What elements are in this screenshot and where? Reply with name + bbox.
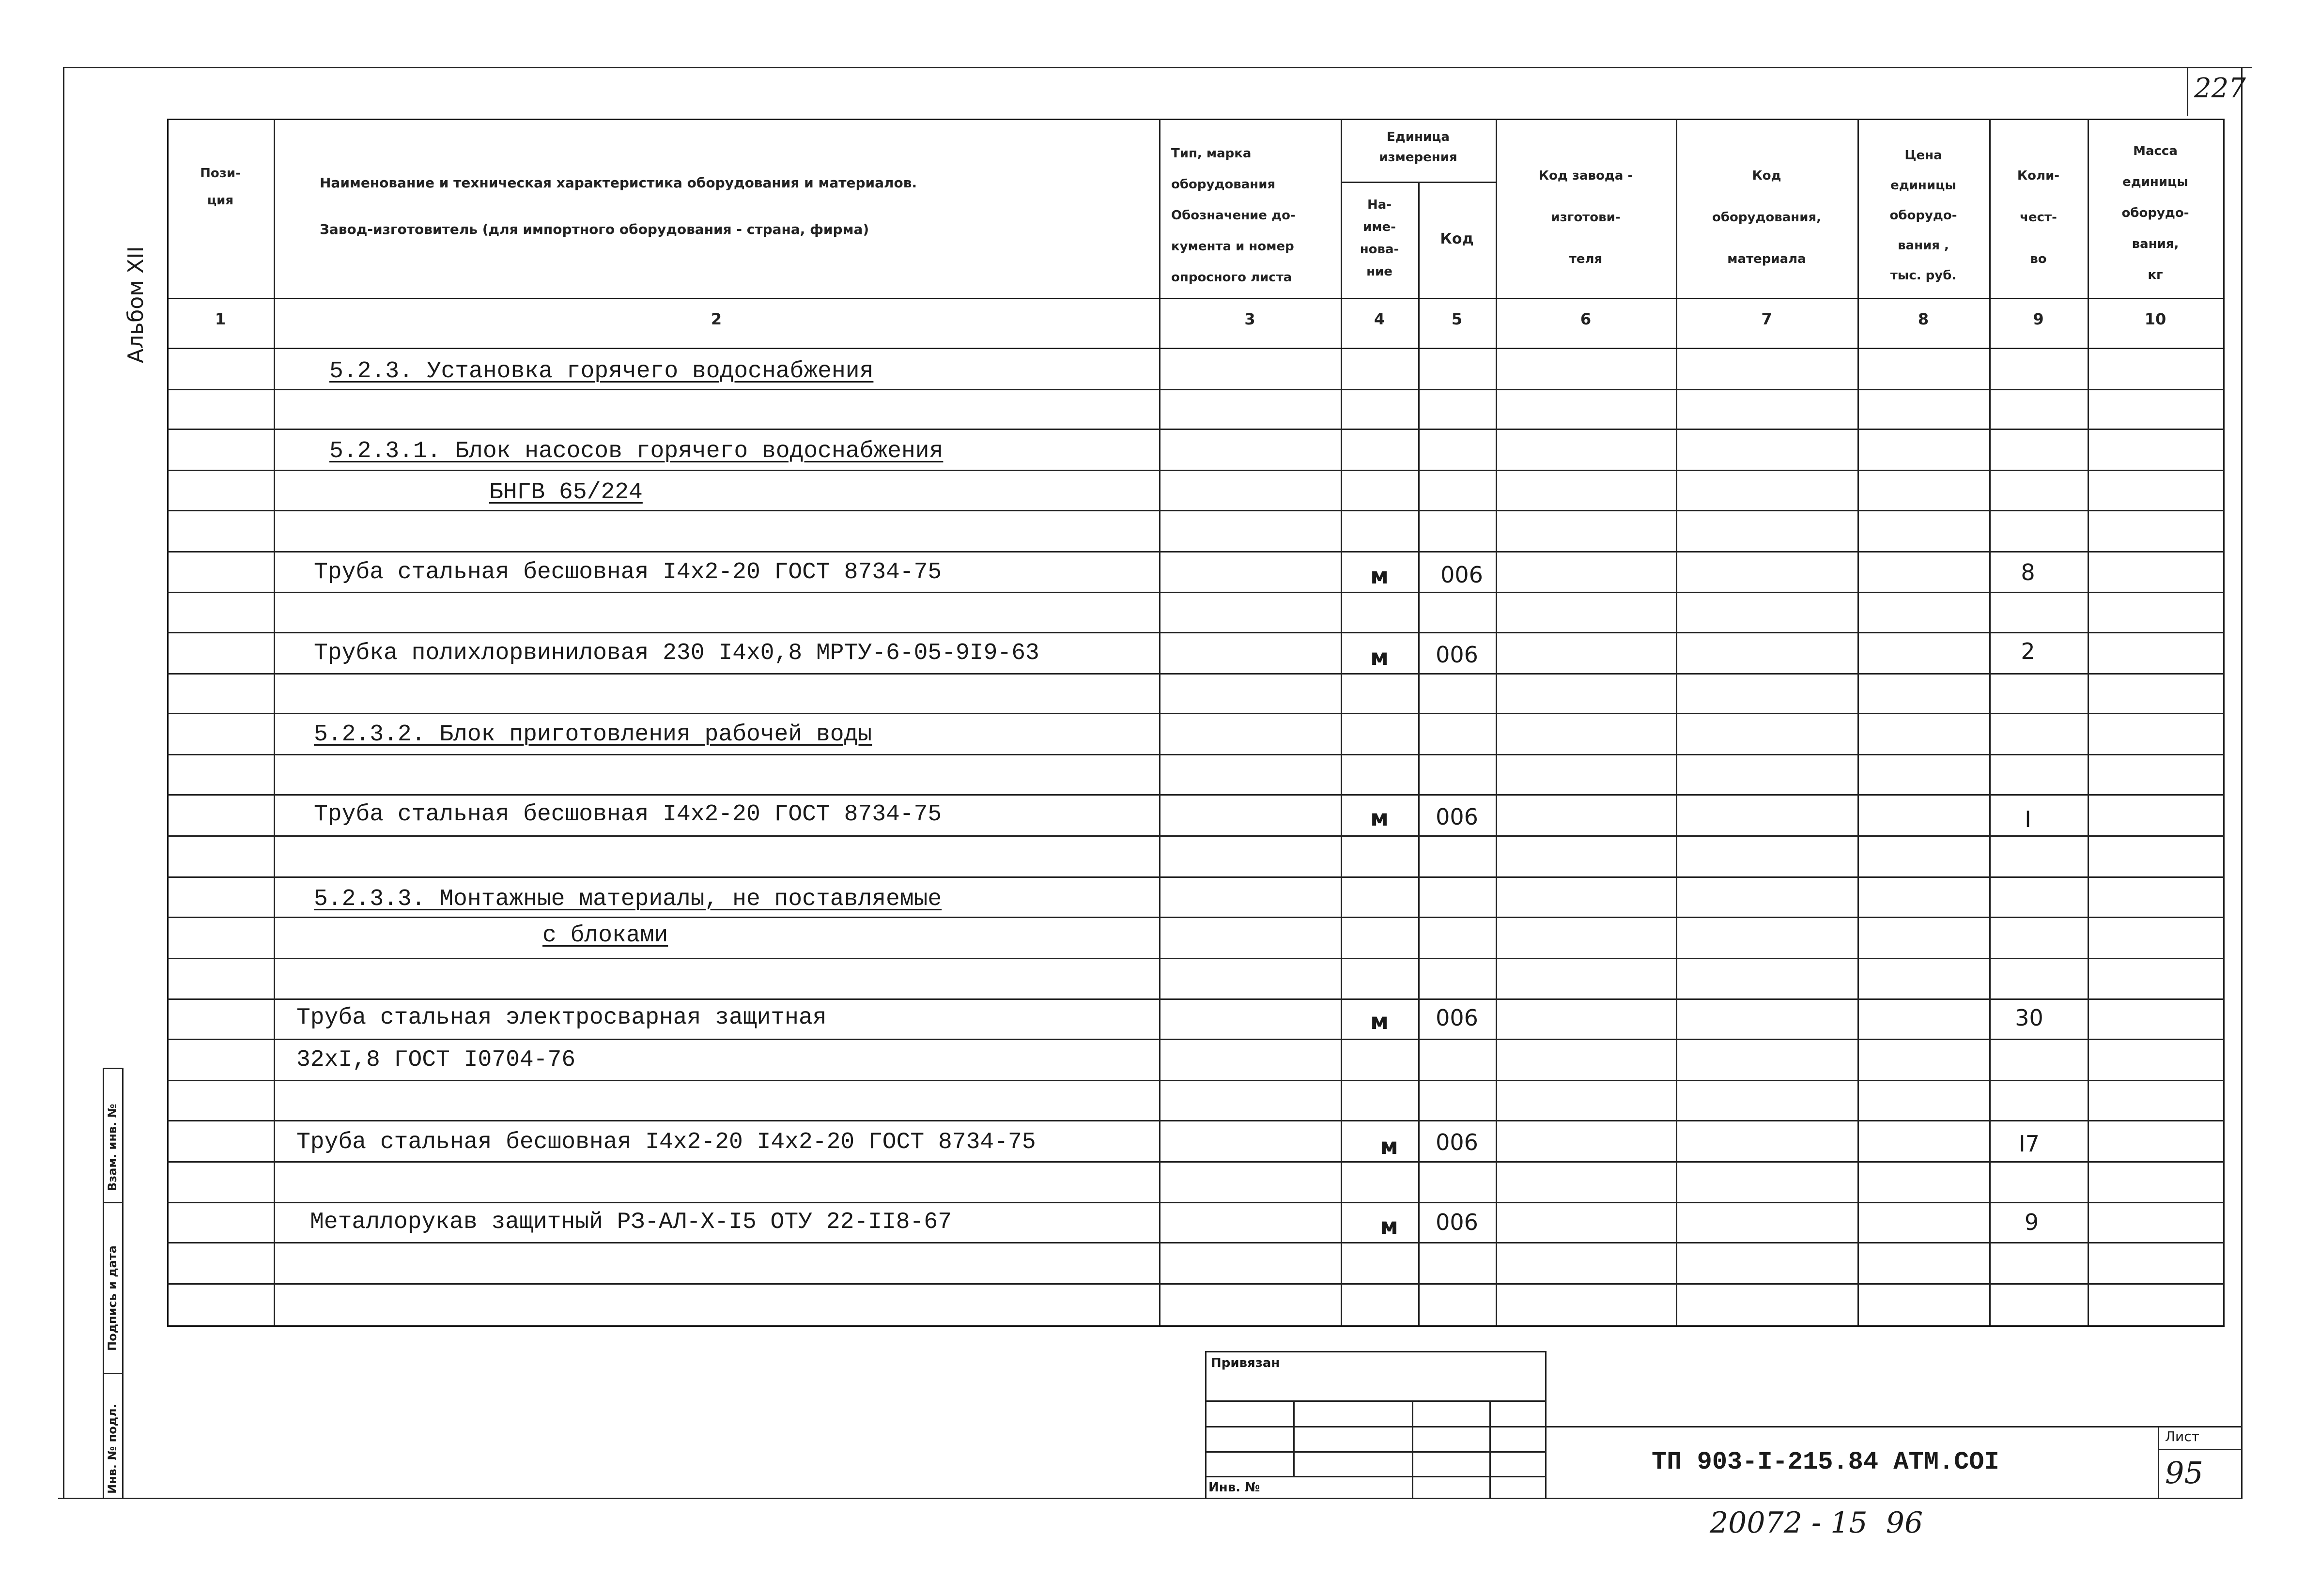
- code-cell: 006: [1436, 804, 1478, 830]
- qty-cell: 8: [2021, 559, 2035, 585]
- header-col5: Код: [1440, 230, 1474, 247]
- side-stamp-vzam: Взам. инв. №: [106, 1104, 119, 1191]
- qty-cell: 9: [2024, 1209, 2039, 1235]
- frame-right: [2241, 67, 2243, 1498]
- colnum-5: 5: [1451, 310, 1463, 328]
- table-row: Труба стальная бесшовная I4х2-20 I4х2-20 ГОСТ 8734-75: [296, 1129, 1036, 1155]
- stamp-box-v3: [1489, 1400, 1491, 1498]
- header-col10: Масса единицы оборудо- вания, кг: [2121, 144, 2189, 282]
- colnum-10: 10: [2144, 310, 2166, 328]
- header-top-line: [167, 119, 2225, 120]
- stamp-box-line2: [1205, 1426, 1547, 1427]
- section-heading: с блоками: [542, 922, 668, 949]
- col-line-7: [1857, 119, 1859, 1327]
- header-col2: Наименование и техническая характеристика оборудования и материалов. Завод-изготовитель (для импортного оборудования - страна, фирма): [320, 175, 917, 237]
- section-heading: БНГВ 65/224: [489, 479, 643, 506]
- colnum-7: 7: [1761, 310, 1772, 328]
- sheet-label: Лист: [2165, 1428, 2199, 1444]
- code-cell: 006: [1440, 562, 1483, 588]
- section-heading: 5.2.3.3. Монтажные материалы, не поставляемые: [314, 886, 942, 912]
- colnum-9: 9: [2033, 310, 2044, 328]
- code-cell: 006: [1436, 642, 1478, 668]
- qty-cell: 2: [2021, 638, 2035, 664]
- code-cell: 006: [1436, 1005, 1478, 1031]
- frame-top: [63, 67, 2252, 68]
- table-row: Труба стальная бесшовная I4х2-20 ГОСТ 8734-75: [314, 559, 942, 585]
- code-cell: 006: [1436, 1129, 1478, 1155]
- col-line-5: [1496, 119, 1497, 1327]
- stamp-inv: Инв. №: [1208, 1480, 1260, 1495]
- header-bottom-line: [167, 298, 2225, 299]
- unit-cell: м: [1380, 1213, 1398, 1239]
- col-line-2: [1159, 119, 1160, 1327]
- table-row: Труба стальная электросварная защитная: [296, 1005, 827, 1031]
- colnum-8: 8: [1918, 310, 1929, 328]
- unit-group-line: [1341, 182, 1496, 183]
- frame-bottom: [58, 1498, 2243, 1499]
- colnum-2: 2: [711, 310, 722, 328]
- title-block-top: [167, 1325, 2225, 1327]
- header-col8: Цена единицы оборудо- вания , тыс. руб.: [1889, 148, 1957, 283]
- colnum-1: 1: [215, 310, 226, 328]
- stamp-box-v2: [1412, 1400, 1413, 1498]
- col-line-6: [1676, 119, 1677, 1327]
- section-heading: 5.2.3.1. Блок насосов горячего водоснабжения: [329, 438, 944, 464]
- stamp-box-line3: [1205, 1451, 1547, 1453]
- side-strip-div2: [103, 1373, 123, 1374]
- side-strip-div1: [103, 1202, 123, 1203]
- stamp-box-top: [1205, 1351, 1547, 1352]
- header-unit-group: Единица измерения: [1379, 130, 1457, 165]
- page-number-divider: [2187, 68, 2188, 116]
- colnum-3: 3: [1244, 310, 1255, 328]
- stamp-privyazan: Привязан: [1211, 1356, 1280, 1370]
- bottom-note: 20072 - 15 96: [1710, 1506, 1923, 1540]
- qty-cell: I: [2025, 806, 2031, 832]
- table-row: Металлорукав защитный РЗ-АЛ-Х-I5 ОТУ 22-II8-67: [310, 1209, 952, 1235]
- table-row: Трубка полихлорвиниловая 230 I4х0,8 МРТУ-6-05-9I9-63: [314, 640, 1039, 666]
- col-line-9: [2088, 119, 2089, 1327]
- unit-cell: м: [1380, 1133, 1398, 1159]
- qty-cell: I7: [2019, 1131, 2040, 1157]
- unit-cell: м: [1370, 563, 1389, 589]
- doc-code: ТП 903-I-215.84 АТМ.COI: [1652, 1448, 1999, 1476]
- side-stamp-podpis: Подпись и дата: [106, 1245, 119, 1351]
- header-col9: Коли- чест- во: [2017, 169, 2060, 266]
- unit-cell: м: [1370, 1008, 1389, 1034]
- stamp-box-v1: [1293, 1400, 1295, 1476]
- col-line-0: [167, 119, 169, 1327]
- table-row: Труба стальная бесшовная I4х2-20 ГОСТ 8734-75: [314, 801, 942, 828]
- col-line-1: [274, 119, 275, 1327]
- page-number-top: 227: [2194, 73, 2246, 104]
- header-col3: Тип, марка оборудования Обозначение до- кумента и номер опросного листа: [1171, 146, 1296, 285]
- sheet-box-left: [2158, 1426, 2159, 1498]
- col-line-10: [2223, 119, 2225, 1327]
- colnum-bottom-line: [167, 348, 2225, 349]
- side-strip-top: [103, 1068, 123, 1069]
- header-col7: Код оборудования, материала: [1712, 169, 1822, 266]
- section-heading: 5.2.3.2. Блок приготовления рабочей воды: [314, 721, 872, 748]
- side-stamp-inv-podl: Инв. № подл.: [106, 1404, 119, 1494]
- album-label: Альбом XII: [124, 246, 148, 363]
- table-row: 32хI,8 ГОСТ I0704-76: [296, 1047, 576, 1073]
- frame-left: [63, 67, 64, 1498]
- stamp-box-line4: [1205, 1476, 1547, 1477]
- col-line-3: [1341, 119, 1342, 1327]
- unit-cell: м: [1370, 805, 1389, 831]
- header-col6: Код завода - изготови- теля: [1538, 169, 1633, 266]
- stamp-box-line1: [1205, 1400, 1547, 1402]
- sheet-box-mid: [2158, 1449, 2243, 1450]
- doc-code-top-line: [1545, 1426, 2243, 1427]
- side-strip-left: [103, 1068, 104, 1498]
- colnum-4: 4: [1374, 310, 1385, 328]
- header-col1: Пози- ция: [200, 166, 241, 208]
- section-heading: 5.2.3. Установка горячего водоснабжения: [329, 358, 874, 384]
- side-strip-right: [122, 1068, 124, 1498]
- sheet-number: 95: [2165, 1455, 2203, 1490]
- colnum-6: 6: [1580, 310, 1592, 328]
- unit-cell: м: [1370, 644, 1389, 670]
- header-col4: На- име- нова- ние: [1360, 198, 1399, 279]
- qty-cell: 30: [2015, 1005, 2043, 1031]
- code-cell: 006: [1436, 1209, 1478, 1235]
